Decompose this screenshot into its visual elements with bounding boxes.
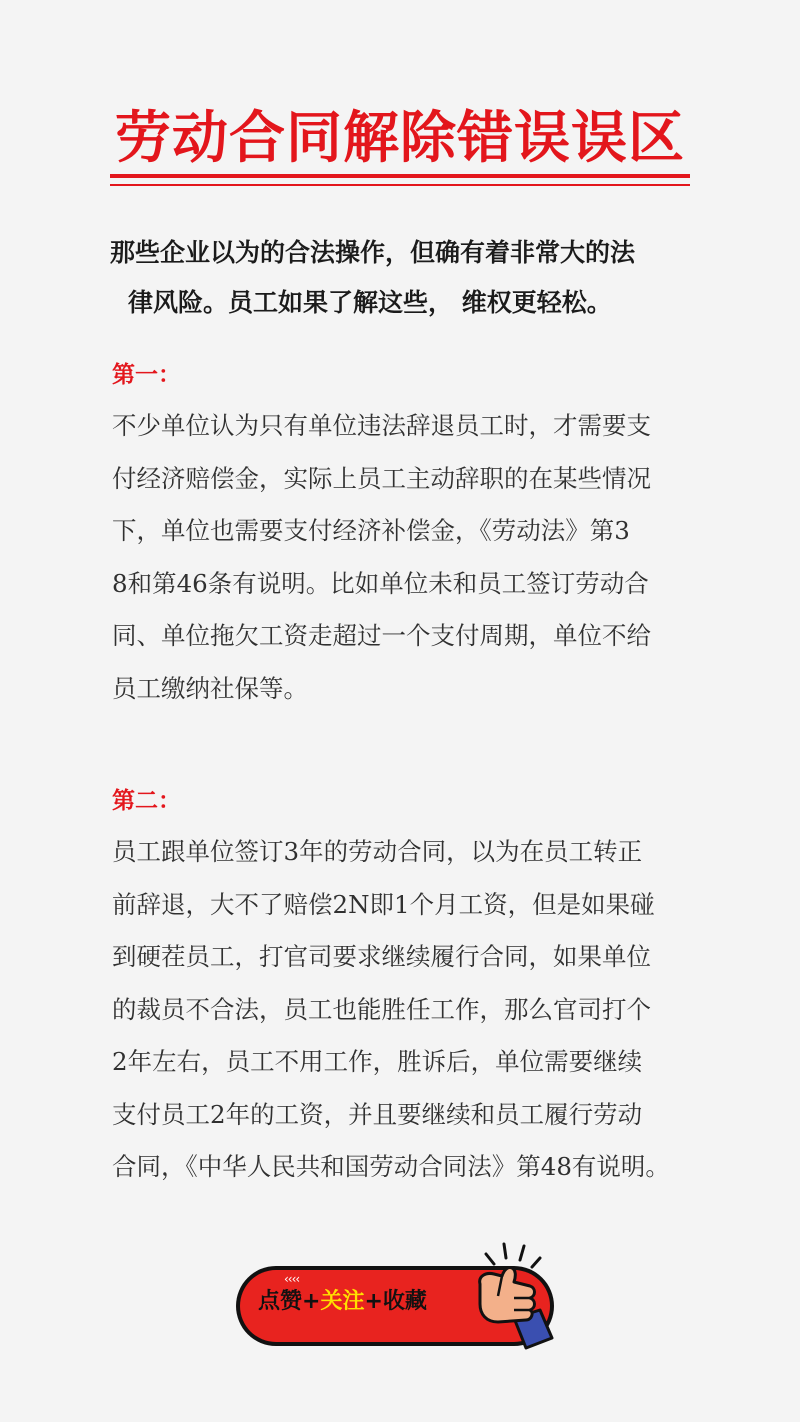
body-line: 前辞退，大不了赔偿2N即1个月工资，但是如果碰 [112, 889, 655, 919]
body-line: 的裁员不合法，员工也能胜任工作，那么官司打个 [112, 994, 651, 1024]
section-heading-2: 第二： [112, 787, 181, 814]
body-line: 同、单位拖欠工资走超过一个支付周期，单位不给 [112, 621, 651, 650]
badge-label [258, 1286, 427, 1318]
intro-line-2: 律风险。员工如果了解这些， 维权更轻松。 [128, 288, 612, 317]
section-heading-1: 第一： [112, 361, 181, 388]
body-line: 支付员工2年的工资，并且要继续和员工履行劳动 [112, 1099, 643, 1129]
title-rule-thick [110, 174, 690, 178]
badge-like-text: 点赞+ [258, 1289, 321, 1314]
badge-follow-text: 关注 [320, 1289, 365, 1314]
body-line: 下，单位也需要支付经济补偿金，《劳动法》第3 [112, 516, 630, 545]
section-body-1 [112, 400, 712, 715]
body-line: 到硬茬员工，打官司要求继续履行合同，如果单位 [112, 942, 651, 971]
intro-line-1: 那些企业以为的合法操作，但确有着非常大的法 [110, 238, 636, 267]
body-line: 8和第46条有说明。比如单位未和员工签订劳动合 [112, 568, 649, 598]
section-body-2 [112, 826, 712, 1194]
like-follow-collect-badge[interactable] [236, 1262, 564, 1350]
intro-paragraph [110, 228, 700, 328]
badge-arrows: ‹‹‹‹ [284, 1272, 300, 1286]
page-title: 劳动合同解除错误误区 [115, 106, 685, 171]
title-rule-thin [110, 184, 690, 186]
body-line: 付经济赔偿金，实际上员工主动辞职的在某些情况 [112, 463, 651, 493]
badge-collect-text: +收藏 [364, 1289, 427, 1314]
body-line: 2年左右，员工不用工作，胜诉后，单位需要继续 [112, 1047, 643, 1076]
body-line: 合同，《中华人民共和国劳动合同法》第48有说明。 [112, 1152, 670, 1181]
body-line: 员工缴纳社保等。 [112, 673, 308, 703]
thumbs-up-icon [468, 1240, 558, 1350]
body-line: 不少单位认为只有单位违法辞退员工时，才需要支 [112, 411, 651, 440]
body-line: 员工跟单位签订3年的劳动合同，以为在员工转正 [112, 837, 643, 866]
